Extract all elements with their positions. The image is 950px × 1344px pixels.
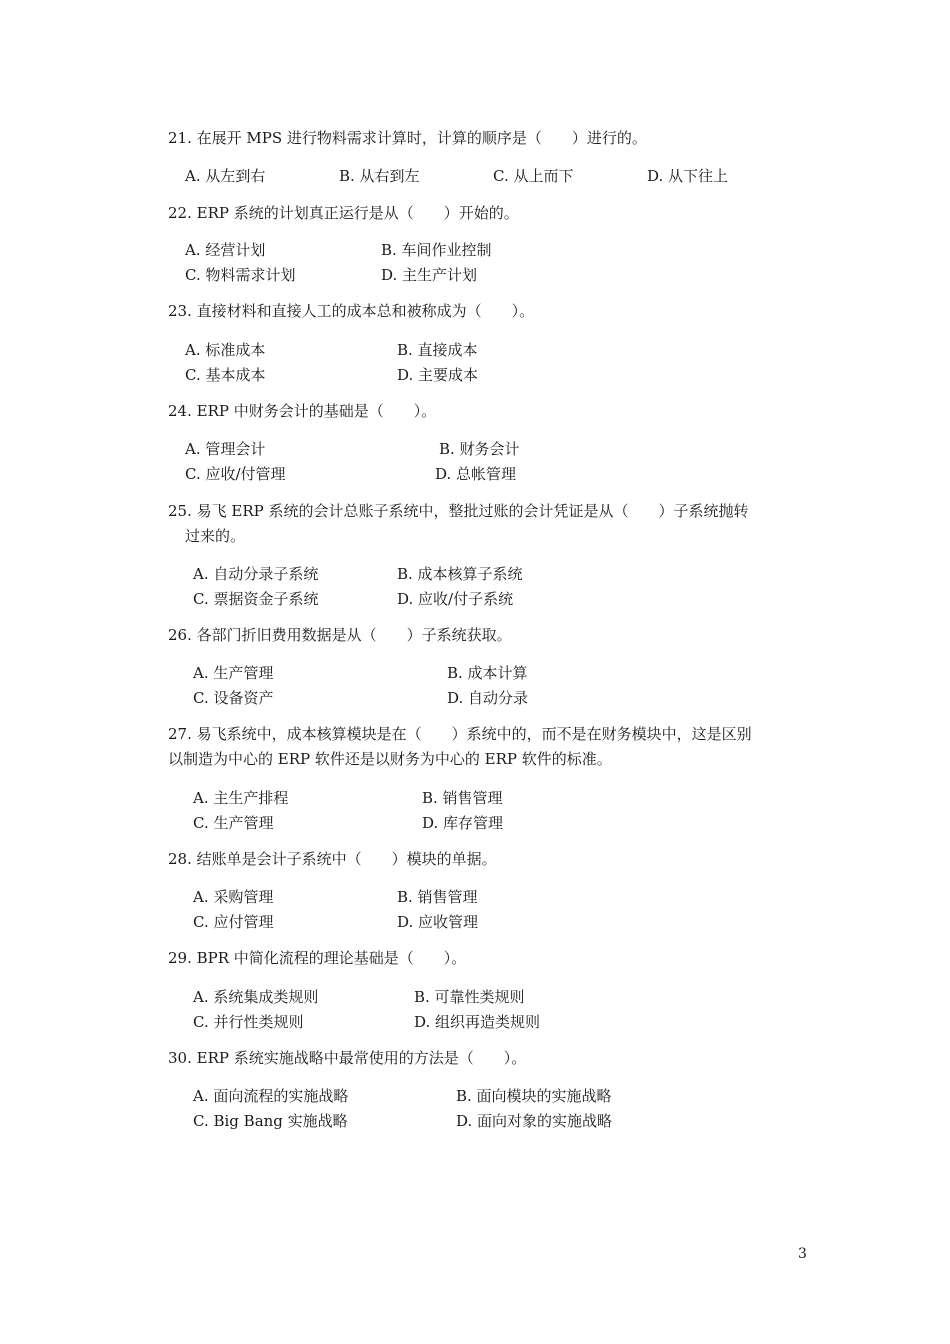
option-c: C. 物料需求计划 (185, 266, 296, 284)
option-a: A. 主生产排程 (193, 789, 289, 807)
option-b: B. 车间作业控制 (381, 241, 492, 259)
option-c: C. Big Bang 实施战略 (193, 1112, 348, 1130)
option-b: B. 成本计算 (447, 664, 528, 682)
question-stem-continued: 过来的。 (185, 527, 246, 545)
option-c: C. 设备资产 (193, 689, 274, 707)
question-stem: 27. 易飞系统中，成本核算模块是在（ ）系统中的，而不是在财务模块中，这是区别 (168, 725, 752, 743)
option-b: B. 面向模块的实施战略 (456, 1087, 612, 1105)
option-c: C. 票据资金子系统 (193, 590, 319, 608)
option-a: A. 自动分录子系统 (193, 565, 319, 583)
option-c: C. 应收/付管理 (185, 465, 286, 483)
question-26 (168, 623, 808, 648)
option-a: A. 面向流程的实施战略 (193, 1087, 349, 1105)
question-28 (168, 847, 808, 872)
option-c: C. 从上而下 (493, 167, 574, 185)
question-25 (168, 499, 808, 549)
option-d: D. 主生产计划 (381, 266, 478, 284)
question-stem: 22. ERP 系统的计划真正运行是从（ ）开始的。 (168, 204, 519, 222)
option-b: B. 可靠性类规则 (414, 988, 525, 1006)
option-d: D. 组织再造类规则 (414, 1013, 541, 1031)
question-21 (168, 126, 808, 151)
question-stem: 24. ERP 中财务会计的基础是（ ）。 (168, 402, 437, 420)
option-a: A. 采购管理 (193, 888, 274, 906)
question-stem: 29. BPR 中简化流程的理论基础是（ ）。 (168, 949, 467, 967)
question-stem-continued: 以制造为中心的 ERP 软件还是以财务为中心的 ERP 软件的标准。 (168, 750, 612, 768)
question-stem: 25. 易飞 ERP 系统的会计总账子系统中，整批过账的会计凭证是从（ ）子系统抛转 (168, 502, 749, 520)
question-stem: 28. 结账单是会计子系统中（ ）模块的单据。 (168, 850, 497, 868)
question-23 (168, 299, 808, 324)
option-b: B. 销售管理 (397, 888, 478, 906)
option-d: D. 库存管理 (422, 814, 504, 832)
option-b: B. 成本核算子系统 (397, 565, 523, 583)
option-d: D. 自动分录 (447, 689, 529, 707)
option-a: A. 管理会计 (185, 440, 266, 458)
option-a: A. 生产管理 (193, 664, 274, 682)
option-c: C. 基本成本 (185, 366, 266, 384)
option-c: C. 生产管理 (193, 814, 274, 832)
option-a: A. 标准成本 (185, 341, 266, 359)
option-a: A. 从左到右 (185, 167, 266, 185)
question-stem: 30. ERP 系统实施战略中最常使用的方法是（ ）。 (168, 1049, 527, 1067)
option-d: D. 应收/付子系统 (397, 590, 514, 608)
question-stem: 21. 在展开 MPS 进行物料需求计算时，计算的顺序是（ ）进行的。 (168, 129, 647, 147)
option-d: D. 面向对象的实施战略 (456, 1112, 613, 1130)
question-30 (168, 1046, 808, 1071)
option-d: D. 应收管理 (397, 913, 479, 931)
option-d: D. 总帐管理 (435, 465, 517, 483)
page-number: 3 (798, 1246, 807, 1262)
question-27 (168, 722, 808, 772)
option-a: A. 经营计划 (185, 241, 266, 259)
question-24 (168, 399, 808, 424)
option-c: C. 应付管理 (193, 913, 274, 931)
question-stem: 26. 各部门折旧费用数据是从（ ）子系统获取。 (168, 626, 512, 644)
question-stem: 23. 直接材料和直接人工的成本总和被称成为（ ）。 (168, 302, 535, 320)
option-b: B. 销售管理 (422, 789, 503, 807)
option-c: C. 并行性类规则 (193, 1013, 304, 1031)
option-b: B. 直接成本 (397, 341, 478, 359)
question-22 (168, 201, 808, 226)
option-b: B. 从右到左 (339, 167, 420, 185)
option-a: A. 系统集成类规则 (193, 988, 319, 1006)
option-b: B. 财务会计 (439, 440, 520, 458)
question-29 (168, 946, 808, 971)
option-d: D. 从下往上 (647, 167, 729, 185)
option-d: D. 主要成本 (397, 366, 479, 384)
